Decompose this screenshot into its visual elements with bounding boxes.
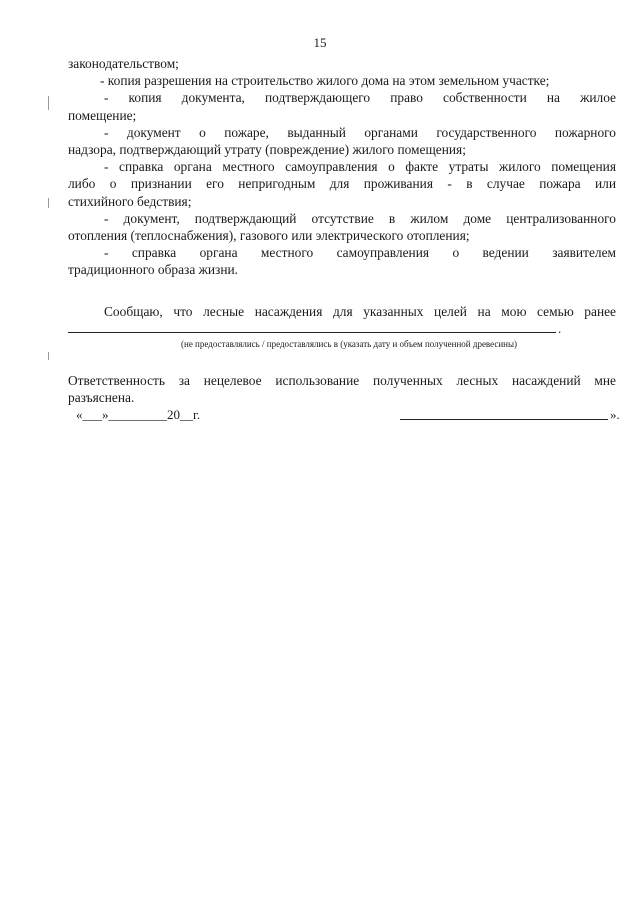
statement-text: Сообщаю, что лесные насаждения для указанных целей на мою семью ранее [104,303,616,319]
margin-mark [48,352,49,360]
list-item: - документ о пожаре, выданный органами государственного пожарного [104,124,616,140]
signature-end-mark: ». [610,407,620,423]
signature-line[interactable] [400,419,608,420]
margin-mark [48,198,49,208]
paragraph-line: помещение; [68,107,137,123]
responsibility-text: Ответственность за нецелевое использование полученных лесных насаждений мне [68,372,616,388]
statement-fill-line[interactable] [68,332,556,333]
responsibility-text-end: разъяснена. [68,390,135,406]
statement-caption: (не предоставлялись / предоставлялись в (указать дату и объем полученной древесины) [181,338,518,349]
document-body [68,55,620,426]
list-item: - документ, подтверждающий отсутствие в жилом доме централизованного [104,210,616,226]
page-number: 15 [313,35,327,50]
paragraph-line: законодательством; [68,56,179,71]
paragraph-line: традиционного образа жизни. [68,262,239,278]
list-item: - справка органа местного самоуправления о ведении заявителем [104,245,616,261]
list-item: - копия документа, подтверждающего право собственности на жилое [104,90,616,106]
list-item: - копия разрешения на строительство жилого дома на этом земельном участке; [100,73,550,89]
statement-blank [68,320,616,338]
margin-mark [48,96,49,110]
paragraph-line: отопления (теплоснабжения), газового или электрического отопления; [68,228,470,244]
paragraph-line: надзора, подтверждающий утрату (повреждение) жилого помещения; [68,142,466,158]
list-item: - справка органа местного самоуправления о факте утраты жилого помещения [104,159,616,175]
paragraph-line: стихийного бедствия; [68,193,192,209]
signature-row [68,406,620,426]
date-field[interactable]: «___»_________20__г. [76,407,201,423]
statement-end-mark: . [558,320,562,336]
paragraph-line: либо о признании его непригодным для проживания - в случае пожара или [68,176,616,192]
